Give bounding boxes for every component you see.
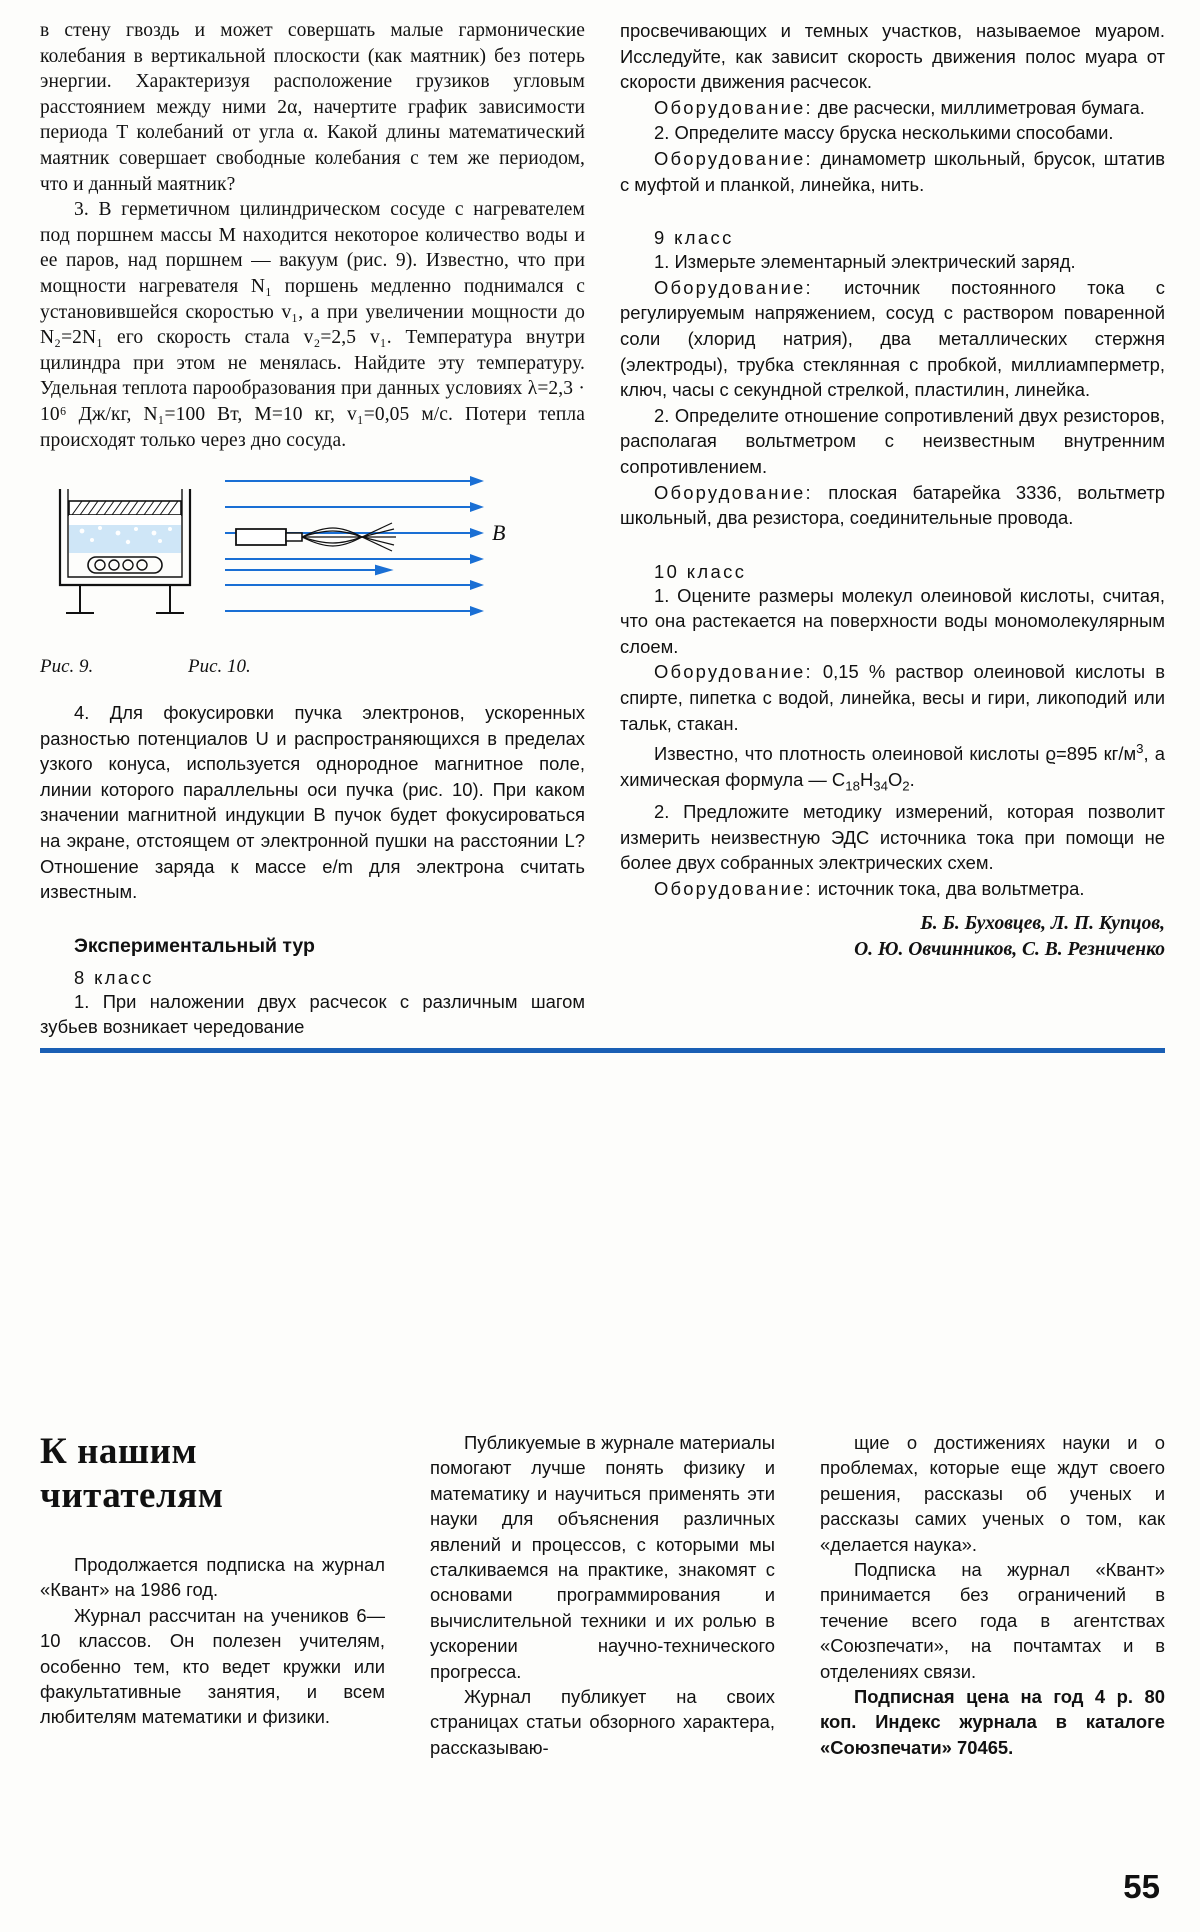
equipment-label-1: Оборудование:: [654, 96, 813, 118]
top-left-column: [40, 18, 585, 1040]
formula-sub-34: 34: [873, 778, 888, 794]
equipment-label-2: Оборудование:: [654, 147, 813, 169]
bottom-paragraph-3-1: щие о достижениях науки и о проблемах, которые еще ждут своего решения, рассказы об ученых и рассказы самих ученых о том, как «делается наука».: [820, 1432, 1165, 1555]
equipment-1: [620, 95, 1165, 121]
grade-label-10: 10 класс: [654, 560, 747, 582]
formula-mid-H: H: [859, 768, 874, 790]
equipment-5: [620, 659, 1165, 736]
problem-3: 3. В герметичном цилиндрическом сосуде с нагревателем под поршнем массы M находится некоторое количество воды и ее паров, над поршнем — вакуум (рис. 9). Известно, что при мощности нагревателя N₁ поршень медленно поднимался с установившейся скоростью v₁, а при увеличении мощности до N₂=2N₁ его скорость стала v₂=2,5 v₁. Температура внутри цилиндра при этом не менялась. Найдите эту температуру. Удельная теплота парообразования при данных условиях λ=2,3 · 10⁶ Дж/кг, N₁=100 Вт, M=10 кг, v₁=0,05 м/с. Потери тепла происходят только через дно сосуда.: [40, 199, 585, 451]
bottom-column-2: [430, 1430, 775, 1760]
equipment-text-1: две расчески, миллиметровая бумага.: [812, 96, 1145, 118]
formula-note-pre: Известно, что плотность олеиновой кислоты ϱ=895 кг/м: [654, 743, 1137, 765]
problem-10-2: 2. Предложите методику измерений, которая позволит измерить неизвестную ЭДС источника тока при помощи не более двух собранных электрических схем.: [620, 801, 1165, 874]
bottom-column-3: [820, 1430, 1165, 1760]
bottom-paragraph-1-1: Продолжается подписка на журнал «Квант» на 1986 год.: [40, 1554, 385, 1601]
bottom-paragraph-2-2: Журнал публикует на своих страницах статьи обзорного характера, рассказываю-: [430, 1686, 775, 1758]
problem-9-2: 2. Определите отношение сопротивлений двух резисторов, располагая вольтметром с неизвестным внутренним сопротивлением.: [620, 404, 1165, 477]
page-title-line-1: К нашим: [40, 1431, 198, 1472]
problem-4: 4. Для фокусировки пучка электронов, ускоренных разностью потенциалов U и распространяющихся в пределах узкого конуса, используется однородное магнитное поле, линии которого параллельны оси пучка (рис. 10). При каком значении магнитной индукции B пучок будет фокусироваться на экране, отстоящем от электронной пушки на расстоянии L? Отношение заряда к массе e/m для электрона считать известным.: [40, 702, 585, 903]
equipment-6: [620, 876, 1165, 902]
paragraph-continued: в стену гвоздь и может совершать малые гармонические колебания в вертикальной плоскости (как маятник) без потерь энергии. Характеризуя расположение грузиков угловым расстоянием между ними 2α, начертите график зависимости периода T колебаний от угла α. Какой длины математический маятник совершает свободные колебания с тем же периодом, что и данный маятник?: [40, 20, 585, 195]
fig10-label-B: B: [492, 520, 506, 546]
equipment-2: [620, 146, 1165, 197]
problem-10-1: 1. Оцените размеры молекул олеиновой кислоты, считая, что она растекается на поверхности воды мономолекулярным слоем.: [620, 584, 1165, 657]
formula-end: .: [909, 768, 915, 790]
formula-sub-18: 18: [845, 778, 860, 794]
equipment-label-5: Оборудование:: [654, 661, 813, 683]
top-right-column: [620, 18, 1165, 963]
caption-fig-9: Рис. 9.: [40, 656, 94, 678]
equipment-text-3: источник постоянного тока с регулируемым напряжением, сосуд с раствором поваренной соли (хлорид натрия), два металлических стержня (электроды), трубка стеклянная с пробкой, миллиамперметр, ключ, часы с секундной стрелкой, пластилин, линейка.: [620, 276, 1165, 401]
equipment-text-6: источник тока, два вольтметра.: [812, 878, 1085, 900]
section-divider-rule: [40, 1048, 1165, 1053]
bottom-paragraph-2-1: Публикуемые в журнале материалы помогают лучше понять физику и математику и научиться применять эти науки для объяснения различных явлений и процессов, с которыми мы сталкиваемся на практике, знакомят с основами программирования и вычислительной техники и их ролью в ускорении научно-технического прогресса.: [430, 1432, 775, 1682]
equipment-text-4: плоская батарейка 3336, вольтметр школьный, два резистора, соединительные провода.: [620, 481, 1165, 529]
top-article: [40, 18, 1165, 1038]
equipment-text-5: 0,15 % раствор олеиновой кислоты в спирте, пипетка с водой, линейка, весы и гири, ликоподий или тальк, стакан.: [620, 661, 1165, 734]
subscription-price-note: Подписная цена на год 4 р. 80 коп. Индекс журнала в каталоге «Союзпечати» 70465.: [820, 1686, 1165, 1758]
figures-block: [40, 467, 585, 682]
page-number: 55: [1123, 1868, 1160, 1905]
bottom-column-1: [40, 1430, 385, 1730]
equipment-3: [620, 275, 1165, 403]
page-title: [40, 1430, 385, 1518]
problem-8-1: 1. При наложении двух расчесок с различным шагом зубьев возникает чередование: [40, 990, 585, 1038]
equipment-text-2: динамометр школьный, брусок, штатив с муфтой и планкой, линейка, нить.: [620, 147, 1165, 195]
bottom-paragraph-1-2: Журнал рассчитан на учеников 6—10 классов. Он полезен учителям, особенно тем, кто ведет кружки или факультативные занятия, и всем любителям математики и физики.: [40, 1604, 385, 1728]
equipment-label-6: Оборудование:: [654, 878, 813, 900]
grade-label-8: 8 класс: [74, 966, 154, 988]
page-title-line-2: читателям: [40, 1475, 224, 1516]
bottom-paragraph-3-2: Подписка на журнал «Квант» принимается без ограничений в течение всего года в агентствах «Союзпечати», на почтамтах и в отделениях связи.: [820, 1559, 1165, 1682]
formula-mid-O: O: [887, 768, 903, 790]
formula-note-mid: , а химическая формула — C: [620, 743, 1165, 790]
figure-9-and-10-drawing: [40, 467, 585, 647]
authors-line-1: Б. Б. Буховцев, Л. П. Купцов,: [920, 912, 1165, 934]
formula-note-sup: 3: [1136, 741, 1144, 757]
fig10-electron-beam: [225, 476, 505, 616]
figure-captions: [40, 656, 585, 684]
paragraph-continued-right: просвечивающих и темных участков, называемое муаром. Исследуйте, как зависит скорость движения полос муара от скорости движения расчесок.: [620, 20, 1165, 93]
problem-8-2: 2. Определите массу бруска несколькими способами.: [654, 122, 1114, 144]
equipment-4: [620, 480, 1165, 531]
fig9-vessel: [60, 489, 190, 613]
formula-sub-2: 2: [902, 778, 910, 794]
grade-label-9: 9 класс: [654, 227, 734, 249]
problem-9-1: 1. Измерьте элементарный электрический заряд.: [654, 251, 1076, 273]
section-heading-experimental-tour: Экспериментальный тур: [74, 934, 315, 957]
authors-line-2: О. Ю. Овчинников, С. В. Резниченко: [854, 938, 1165, 960]
caption-fig-10: Рис. 10.: [188, 656, 251, 678]
equipment-label-4: Оборудование:: [654, 481, 813, 503]
oleic-acid-formula-note: [620, 736, 1165, 799]
equipment-label-3: Оборудование:: [654, 276, 813, 298]
